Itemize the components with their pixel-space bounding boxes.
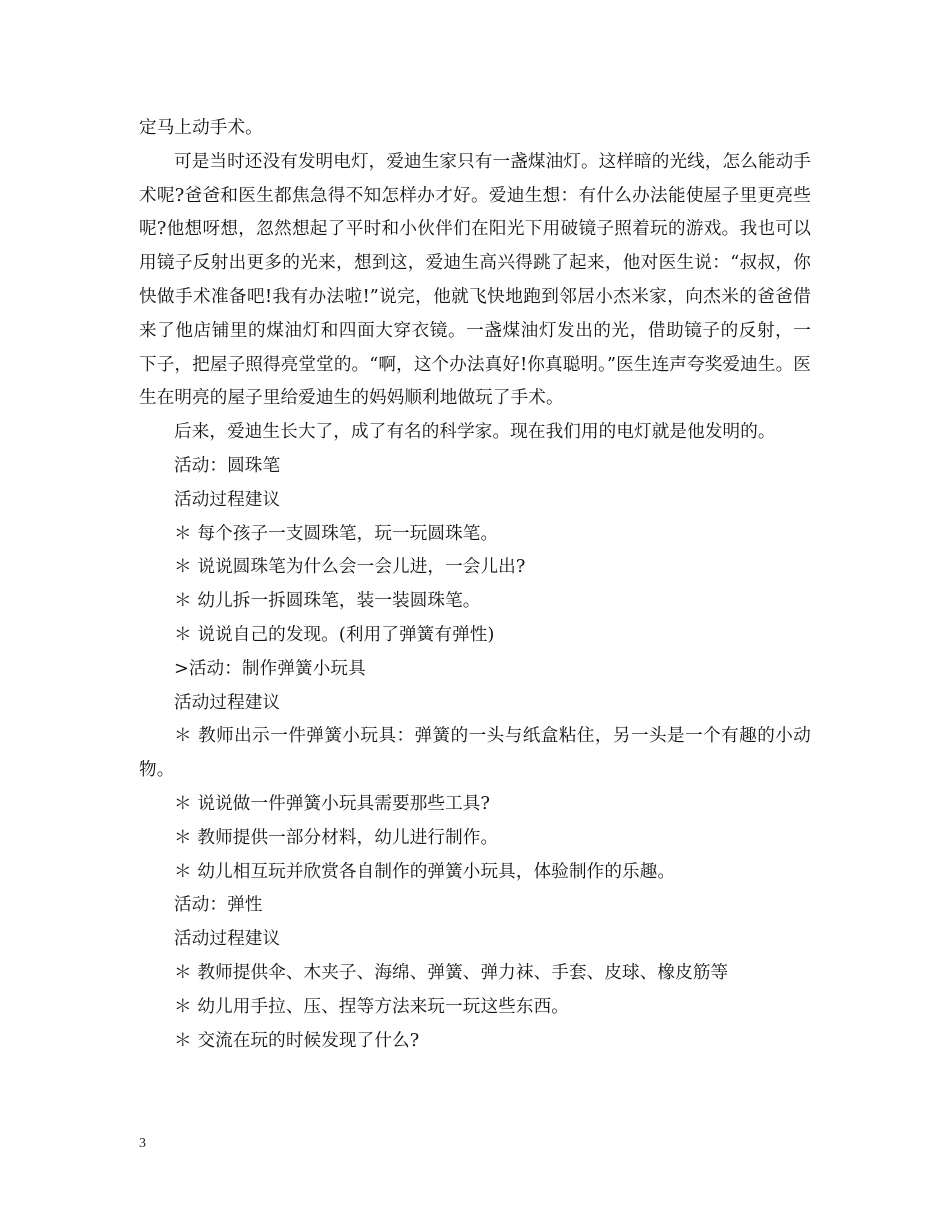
activity-process-heading: 活动过程建议 <box>174 929 281 950</box>
list-item: ＊ 说说自己的发现。(利用了弹簧有弹性) <box>174 624 495 645</box>
list-item: ＊ 教师提供一部分材料，幼儿进行制作。 <box>174 827 499 848</box>
activity-heading-ballpoint-pen: 活动：圆珠笔 <box>174 455 281 476</box>
list-item: ＊ 说说做一件弹簧小玩具需要那些工具? <box>174 793 491 814</box>
list-item: ＊ 交流在玩的时候发现了什么? <box>174 1030 420 1051</box>
list-item: ＊ 教师出示一件弹簧小玩具：弹簧的一头与纸盒粘住，另一头是一个有趣的小动物。 <box>139 726 811 781</box>
list-item: ＊ 每个孩子一支圆珠笔，玩一玩圆珠笔。 <box>174 523 499 544</box>
document-body <box>139 112 811 1058</box>
list-item: ＊ 教师提供伞、木夹子、海绵、弹簧、弹力袜、手套、皮球、橡皮筋等 <box>174 962 729 983</box>
list-item: ＊ 说说圆珠笔为什么会一会儿进，一会儿出? <box>174 557 526 578</box>
list-item: ＊ 幼儿相互玩并欣赏各自制作的弹簧小玩具，体验制作的乐趣。 <box>174 861 676 882</box>
page-number: 3 <box>139 1136 146 1151</box>
paragraph-continuation: 定马上动手术。 <box>139 118 263 138</box>
paragraph-edison-conclusion: 后来，爱迪生长大了，成了有名的科学家。现在我们用的电灯就是他发明的。 <box>174 422 776 443</box>
list-item: ＊ 幼儿拆一拆圆珠笔，装一装圆珠笔。 <box>174 591 481 612</box>
list-item: ＊ 幼儿用手拉、压、捏等方法来玩一玩这些东西。 <box>174 996 569 1017</box>
activity-process-heading: 活动过程建议 <box>174 489 281 510</box>
activity-heading-spring-toy: >活动：制作弹簧小玩具 <box>174 658 366 679</box>
activity-process-heading: 活动过程建议 <box>174 692 281 713</box>
activity-heading-elasticity: 活动：弹性 <box>174 895 263 916</box>
paragraph-edison-story: 可是当时还没有发明电灯，爱迪生家只有一盏煤油灯。这样暗的光线，怎么能动手术呢?爸爸和医生都焦急得不知怎样办才好。爱迪生想：有什么办法能使屋子里更亮些呢?他想呀想，忽然想起了平时和小伙伴们在阳光下用破镜子照着玩的游戏。我也可以用镜子反射出更多的光来，想到这，爱迪生高兴得跳了起来，他对医生说：“叔叔，你快做手术准备吧!我有办法啦!”说完，他就飞快地跑到邻居小杰米家，向杰米的爸爸借来了他店铺里的煤油灯和四面大穿衣镜。一盏煤油灯发出的光，借助镜子的反射，一下子，把屋子照得亮堂堂的。“啊，这个办法真好!你真聪明。”医生连声夸奖爱迪生。医生在明亮的屋子里给爱迪生的妈妈顺利地做玩了手术。 <box>139 151 811 409</box>
